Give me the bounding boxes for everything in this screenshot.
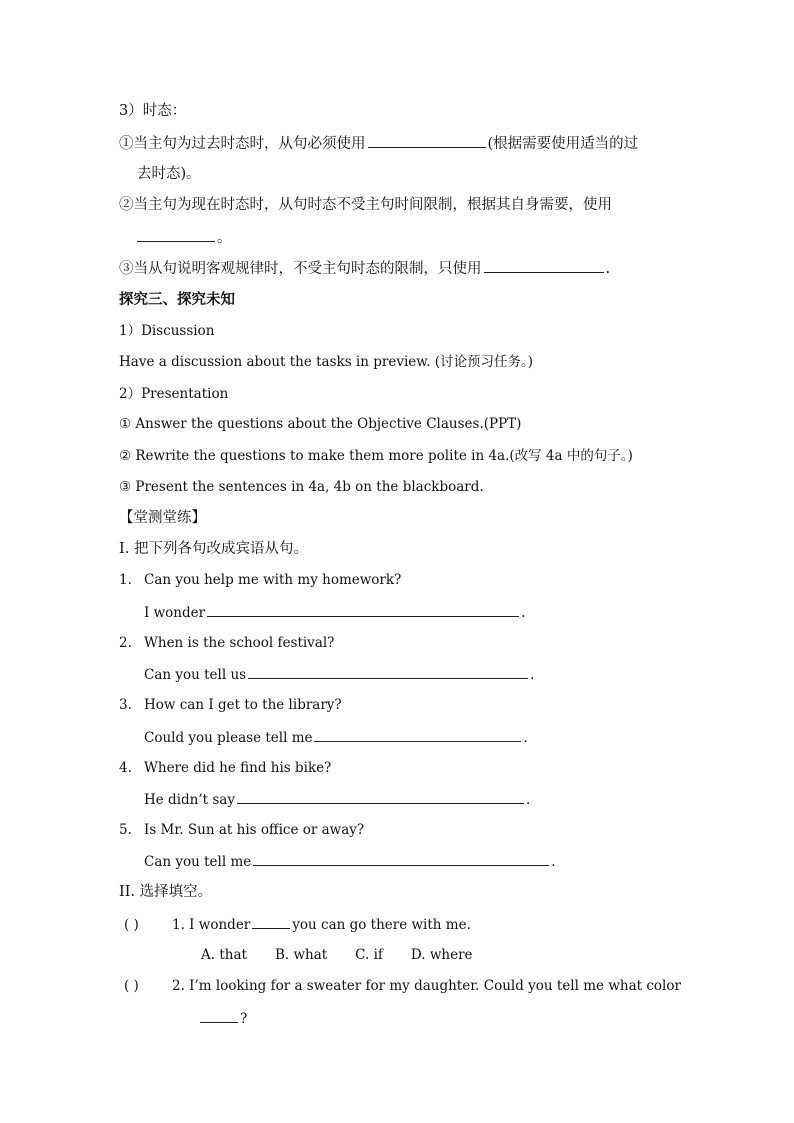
question-text: How can I get to the library? xyxy=(144,697,342,713)
mc-options-1 xyxy=(201,945,501,965)
answer-prefix: Can you tell me xyxy=(144,854,252,870)
discussion-text: Have a discussion about the tasks in preview. (讨论预习任务。) xyxy=(119,354,534,370)
tense-rule-2-cont xyxy=(137,227,232,248)
presentation-item-2: ② Rewrite the questions to make them more polite in 4a.(改写 4a 中的句子。) xyxy=(119,448,633,464)
answer-prefix: Could you please tell me xyxy=(144,730,313,746)
part-2-title: II. 选择填空。 xyxy=(119,884,213,900)
question-4 xyxy=(119,758,331,778)
answer-prefix: He didn’t say xyxy=(144,792,235,808)
answer-2 xyxy=(144,664,534,685)
part-1-title: I. 把下列各句改成宾语从句。 xyxy=(119,541,308,557)
question-5 xyxy=(119,820,364,840)
tense-rule-1 xyxy=(119,133,638,154)
answer-end: . xyxy=(551,854,556,870)
question-number: 3. xyxy=(119,697,132,713)
answer-blank[interactable] xyxy=(237,789,524,804)
tense-rule-1-cont: 去时态)。 xyxy=(137,166,201,182)
rule-1-note: (根据需要使用适当的过 xyxy=(487,136,639,152)
practice-title: 【堂测堂练】 xyxy=(119,510,206,526)
rule-1-blank[interactable] xyxy=(368,133,486,148)
question-number: 5. xyxy=(119,822,132,838)
question-number: 2. xyxy=(119,635,132,651)
mc-blank[interactable] xyxy=(252,914,290,929)
discussion-label: 1）Discussion xyxy=(119,323,215,339)
answer-4 xyxy=(144,789,530,810)
presentation-item-3: ③ Present the sentences in 4a, 4b on the blackboard. xyxy=(119,479,484,495)
question-number: 1. xyxy=(119,572,132,588)
tense-rule-2: ②当主句为现在时态时，从句时态不受主句时间限制，根据其自身需要，使用 xyxy=(119,197,612,213)
answer-end: . xyxy=(523,730,528,746)
question-text: Is Mr. Sun at his office or away? xyxy=(144,822,365,838)
question-1 xyxy=(119,570,401,590)
mc-end: ? xyxy=(240,1011,248,1027)
mc-blank[interactable] xyxy=(200,1008,238,1023)
rule-3-text: ③当从句说明客观规律时，不受主句时态的限制，只使用 xyxy=(119,261,482,277)
answer-end: . xyxy=(521,605,526,621)
mc-stem: 2. I’m looking for a sweater for my daughter. Could you tell me what color xyxy=(172,978,681,994)
answer-end: . xyxy=(530,667,535,683)
question-3 xyxy=(119,695,342,715)
option-a: A. that xyxy=(201,947,247,963)
rule-3-blank[interactable] xyxy=(484,258,604,273)
rule-3-end: . xyxy=(605,261,611,277)
rule-1-text: ①当主句为过去时态时，从句必须使用 xyxy=(119,136,366,152)
option-d: D. where xyxy=(410,947,473,963)
question-text: When is the school festival? xyxy=(144,635,335,651)
answer-5 xyxy=(144,851,556,872)
answer-blank[interactable] xyxy=(314,727,521,742)
question-text: Where did he find his bike? xyxy=(144,760,332,776)
question-number: 4. xyxy=(119,760,132,776)
answer-prefix: I wonder xyxy=(144,605,206,621)
answer-blank[interactable] xyxy=(248,664,528,679)
presentation-label: 2）Presentation xyxy=(119,386,229,402)
rule-2-end: 。 xyxy=(217,230,232,246)
answer-paren[interactable]: ( ) xyxy=(124,917,139,933)
option-b: B. what xyxy=(274,947,328,963)
tense-heading: 3）时态： xyxy=(119,103,187,119)
mc-question-1 xyxy=(124,914,471,935)
answer-blank[interactable] xyxy=(207,602,519,617)
tense-rule-3 xyxy=(119,258,610,279)
explore-title: 探究三、探究未知 xyxy=(119,291,235,308)
question-2 xyxy=(119,633,334,653)
question-text: Can you help me with my homework? xyxy=(144,572,402,588)
presentation-item-1: ① Answer the questions about the Objective Clauses.(PPT) xyxy=(119,416,522,432)
option-c: C. if xyxy=(355,947,383,963)
mc-question-2 xyxy=(124,976,681,996)
answer-prefix: Can you tell us xyxy=(144,667,247,683)
mc-stem-end: you can go there with me. xyxy=(292,917,471,933)
answer-1 xyxy=(144,602,525,623)
mc-question-2-cont xyxy=(200,1008,247,1029)
answer-blank[interactable] xyxy=(253,851,549,866)
answer-paren[interactable]: ( ) xyxy=(124,978,139,994)
mc-stem: 1. I wonder xyxy=(172,917,251,933)
answer-3 xyxy=(144,727,528,748)
rule-2-blank[interactable] xyxy=(137,227,215,242)
answer-end: . xyxy=(525,792,531,808)
